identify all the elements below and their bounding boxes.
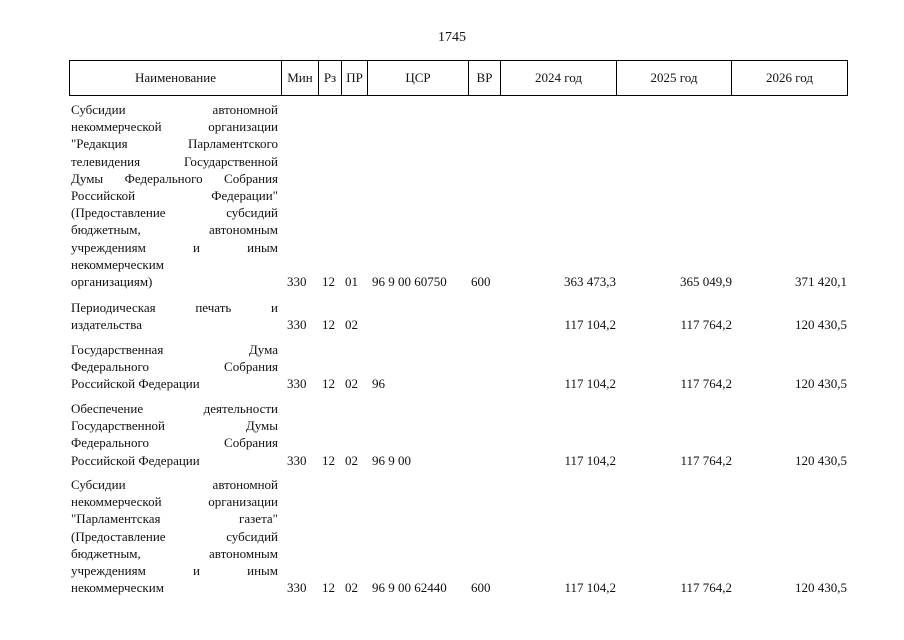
row-rz: 12: [322, 317, 335, 333]
row-name-line: Думы Федерального Собрания: [71, 170, 278, 186]
page-number: 1745: [438, 30, 466, 45]
row-name-line: бюджетным, автономным: [71, 222, 278, 238]
row-name-line: Государственная Дума: [71, 342, 278, 357]
row-name-line: Периодическая печать и: [71, 300, 278, 315]
row-name: [71, 101, 278, 290]
row-min: 330: [287, 274, 307, 289]
row-name-line: учреждениям и иным: [71, 562, 278, 578]
row-2026: 371 420,1: [795, 274, 847, 289]
row-name: [71, 476, 278, 596]
row-2026: 120 430,5: [795, 317, 847, 333]
row-min: 330: [287, 317, 307, 333]
row-2024: 117 104,2: [564, 452, 616, 468]
row-pr: 02: [345, 580, 358, 596]
row-2026: 120 430,5: [795, 376, 847, 392]
header-2026: 2026 год: [732, 61, 848, 96]
row-name-line: бюджетным, автономным: [71, 545, 278, 561]
table-header: [69, 60, 848, 96]
row-2026: 120 430,5: [795, 580, 847, 596]
row-name-line: организациям): [71, 273, 153, 289]
row-pr: 02: [345, 317, 358, 333]
row-2024: 117 104,2: [564, 376, 616, 392]
row-name-line: "Парламентская газета": [71, 511, 278, 527]
row-min: 330: [287, 376, 307, 392]
row-csr: 96 9 00: [372, 452, 411, 468]
header-csr: ЦСР: [368, 61, 469, 96]
row-2025: 117 764,2: [680, 376, 732, 392]
row-name-line: Российской Федерации: [71, 452, 200, 468]
row-name-line: некоммерческой организации: [71, 494, 278, 510]
row-name-line: учреждениям и иным: [71, 239, 278, 255]
row-name-line: некоммерческим: [71, 580, 164, 596]
header-2024: 2024 год: [501, 61, 617, 96]
row-pr: 01: [345, 274, 358, 289]
row-2025: 117 764,2: [680, 317, 732, 333]
row-name-line: Российской Федерации": [71, 187, 278, 203]
header-2025: 2025 год: [617, 61, 732, 96]
row-rz: 12: [322, 452, 335, 468]
row-name-line: Субсидии автономной: [71, 102, 278, 117]
row-name-line: Федерального Собрания: [71, 359, 278, 375]
row-2026: 120 430,5: [795, 452, 847, 468]
row-csr: 96 9 00 62440: [372, 580, 447, 596]
row-name-line: Субсидии автономной: [71, 477, 278, 492]
row-min: 330: [287, 580, 307, 596]
row-name-line: Российской Федерации: [71, 376, 200, 392]
row-name-line: (Предоставление субсидий: [71, 205, 278, 221]
row-pr: 02: [345, 376, 358, 392]
row-2024: 363 473,3: [564, 274, 616, 289]
row-rz: 12: [322, 580, 335, 596]
row-rz: 12: [322, 274, 335, 289]
row-name-line: Федерального Собрания: [71, 435, 278, 451]
row-min: 330: [287, 452, 307, 468]
row-name-line: телевидения Государственной: [71, 153, 278, 169]
row-vr: 600: [471, 580, 491, 596]
row-name-line: некоммерческим: [71, 256, 164, 272]
row-name-line: издательства: [71, 317, 142, 333]
row-name: [71, 341, 278, 393]
row-vr: 600: [471, 274, 491, 289]
row-2025: 117 764,2: [680, 580, 732, 596]
row-pr: 02: [345, 452, 358, 468]
row-name-line: Государственной Думы: [71, 418, 278, 434]
row-rz: 12: [322, 376, 335, 392]
header-vr: ВР: [469, 61, 501, 96]
row-2025: 365 049,9: [680, 274, 732, 289]
header-name: Наименование: [70, 61, 282, 96]
row-csr: 96 9 00 60750: [372, 274, 447, 289]
row-name-line: (Предоставление субсидий: [71, 528, 278, 544]
row-name: [71, 400, 278, 469]
row-2025: 117 764,2: [680, 452, 732, 468]
row-name-line: Обеспечение деятельности: [71, 401, 278, 416]
header-pr: ПР: [342, 61, 368, 96]
row-name-line: некоммерческой организации: [71, 119, 278, 135]
row-csr: 96: [372, 376, 385, 392]
row-2024: 117 104,2: [564, 317, 616, 333]
row-2024: 117 104,2: [564, 580, 616, 596]
row-name: [71, 299, 278, 333]
row-name-line: "Редакция Парламентского: [71, 136, 278, 152]
header-min: Мин: [282, 61, 319, 96]
header-rz: Рз: [319, 61, 342, 96]
